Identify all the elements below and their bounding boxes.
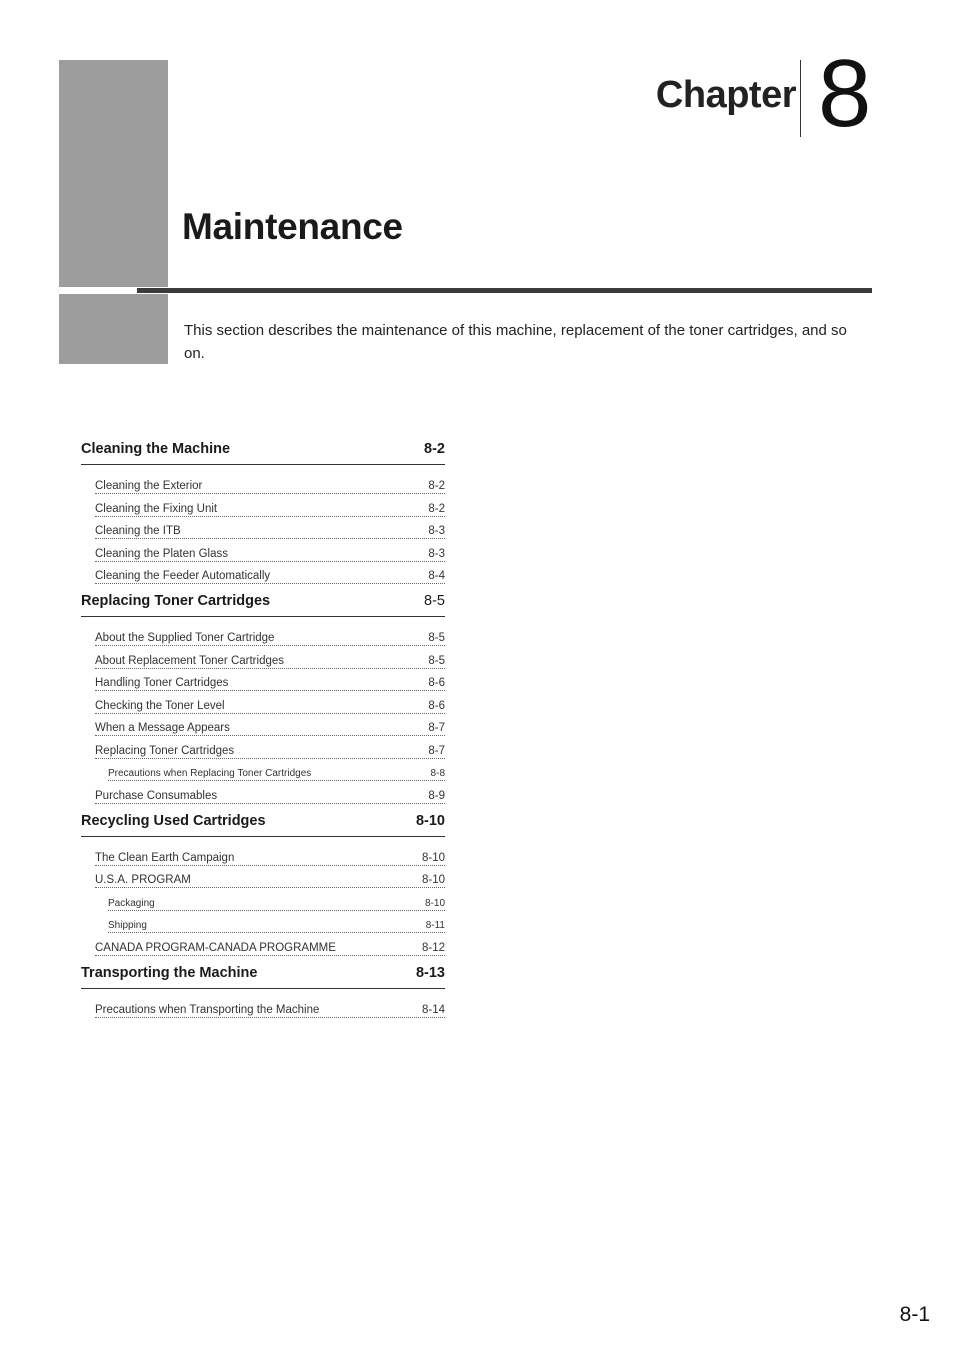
toc-item-title: Purchase Consumables	[95, 789, 218, 802]
toc-section-page: 8-2	[424, 441, 445, 457]
toc-item-title: The Clean Earth Campaign	[95, 851, 235, 864]
toc-item-list	[81, 997, 445, 1018]
toc-item[interactable]	[95, 867, 445, 888]
toc-item-page: 8-7	[428, 744, 445, 757]
toc-item[interactable]	[95, 625, 445, 646]
table-of-contents	[81, 441, 445, 1027]
toc-item[interactable]	[95, 845, 445, 866]
toc-item-title: U.S.A. PROGRAM	[95, 874, 191, 886]
toc-section	[81, 593, 445, 804]
toc-section	[81, 441, 445, 584]
toc-item-page: 8-9	[428, 789, 445, 802]
toc-item-page: 8-2	[428, 480, 445, 492]
toc-section-title: Replacing Toner Cartridges	[81, 593, 271, 609]
toc-subitem[interactable]	[108, 912, 445, 933]
chapter-label: Chapter	[655, 74, 796, 116]
title-rule	[137, 288, 872, 293]
toc-item-page: 8-7	[428, 722, 445, 734]
toc-item-page: 8-11	[425, 920, 445, 931]
toc-section-title: Cleaning the Machine	[81, 441, 231, 457]
chapter-tab-block	[59, 60, 168, 287]
toc-item-page: 8-10	[424, 897, 445, 909]
toc-item-title: Precautions when Transporting the Machine	[95, 1003, 320, 1016]
toc-item-page: 8-3	[428, 525, 445, 537]
toc-item-list	[81, 625, 445, 804]
toc-section-heading[interactable]	[81, 593, 445, 617]
page-number: 8-1	[899, 1303, 930, 1326]
intro-paragraph: This section describes the maintenance of this machine, replacement of the toner cartridges, and so on.	[184, 322, 847, 362]
toc-item-title: Handling Toner Cartridges	[95, 677, 229, 689]
toc-item-title: Cleaning the ITB	[95, 525, 181, 537]
toc-item-title: Cleaning the Fixing Unit	[95, 502, 218, 515]
toc-item-title: CANADA PROGRAM-CANADA PROGRAMME	[95, 941, 336, 954]
toc-item-page: 8-5	[428, 632, 445, 644]
toc-item-title: About Replacement Toner Cartridges	[95, 654, 285, 667]
toc-subitem[interactable]	[108, 890, 445, 911]
toc-item-page: 8-2	[428, 502, 445, 515]
toc-item[interactable]	[95, 518, 445, 539]
toc-item-page: 8-3	[428, 547, 445, 560]
toc-item-list	[81, 473, 445, 584]
toc-item-title: Cleaning the Exterior	[95, 480, 203, 492]
chapter-tab-block-lower	[59, 294, 168, 364]
toc-item[interactable]	[95, 496, 445, 517]
toc-item-title: Packaging	[108, 897, 155, 909]
toc-section-title: Recycling Used Cartridges	[81, 812, 266, 829]
toc-section-page: 8-10	[415, 812, 445, 829]
toc-item[interactable]	[95, 783, 445, 804]
toc-section-heading[interactable]	[81, 441, 445, 465]
toc-section-heading[interactable]	[81, 813, 445, 837]
toc-item[interactable]	[95, 648, 445, 669]
toc-section-page: 8-5	[424, 593, 445, 609]
toc-item-page: 8-6	[428, 699, 445, 712]
toc-item-title: Cleaning the Platen Glass	[95, 547, 228, 560]
toc-item-list	[81, 845, 445, 956]
toc-subitem[interactable]	[108, 760, 445, 781]
toc-item-title: Replacing Toner Cartridges	[95, 744, 235, 757]
toc-item-title: About the Supplied Toner Cartridge	[95, 632, 275, 644]
toc-item[interactable]	[95, 997, 445, 1018]
toc-item-page: 8-8	[430, 768, 445, 779]
page-title: Maintenance	[182, 206, 403, 247]
toc-item-page: 8-5	[428, 654, 445, 667]
toc-item-title: Checking the Toner Level	[95, 699, 225, 712]
toc-item[interactable]	[95, 670, 445, 691]
toc-section-page: 8-13	[415, 964, 445, 981]
toc-item-title: When a Message Appears	[95, 722, 230, 734]
toc-item-page: 8-4	[428, 570, 445, 582]
chapter-divider	[800, 60, 801, 137]
toc-item-title: Shipping	[108, 920, 147, 931]
toc-section	[81, 813, 445, 956]
toc-item-title: Precautions when Replacing Toner Cartridges	[108, 768, 312, 779]
toc-item-page: 8-14	[421, 1003, 445, 1016]
toc-item-page: 8-10	[421, 851, 445, 864]
toc-section	[81, 965, 445, 1018]
toc-item[interactable]	[95, 473, 445, 494]
toc-item-page: 8-6	[428, 677, 445, 689]
toc-item[interactable]	[95, 935, 445, 956]
toc-item-page: 8-10	[421, 874, 445, 886]
toc-section-heading[interactable]	[81, 965, 445, 989]
toc-item[interactable]	[95, 541, 445, 562]
toc-item[interactable]	[95, 738, 445, 759]
toc-item-page: 8-12	[421, 941, 445, 954]
toc-item[interactable]	[95, 563, 445, 584]
toc-section-title: Transporting the Machine	[81, 964, 258, 981]
toc-item[interactable]	[95, 715, 445, 736]
toc-item-title: Cleaning the Feeder Automatically	[95, 570, 271, 582]
chapter-number: 8	[818, 40, 872, 147]
toc-item[interactable]	[95, 693, 445, 714]
